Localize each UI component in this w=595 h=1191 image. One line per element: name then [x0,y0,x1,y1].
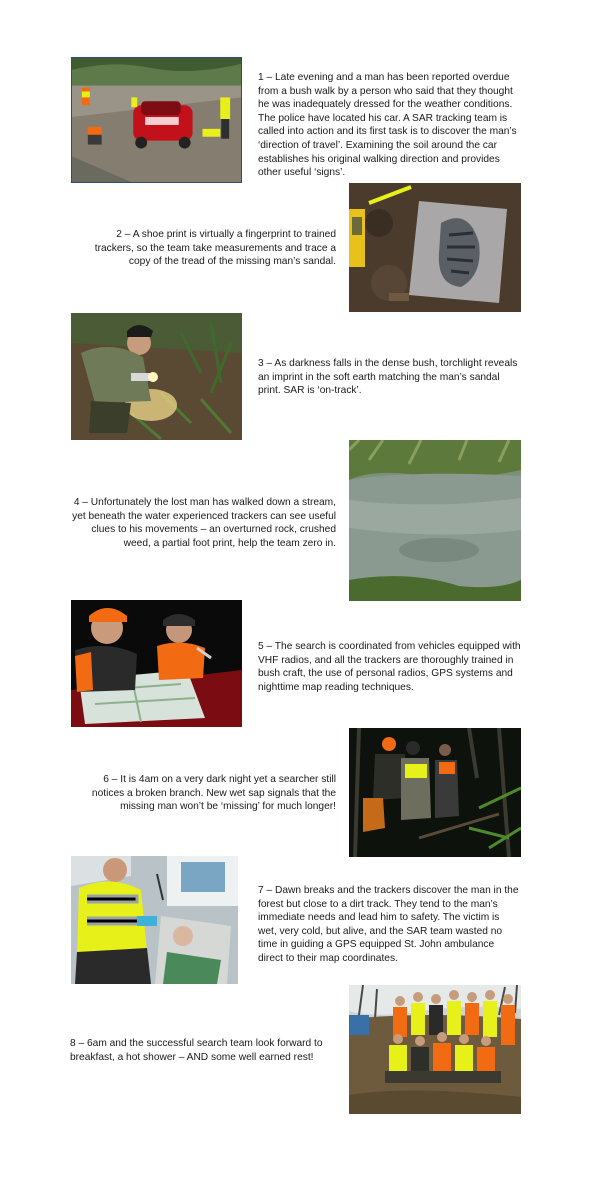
caption-step-2: 2 – A shoe print is virtually a fingerprint to trained trackers, so the team take measurements and trace a copy of the tread of the missing man’s sandal. [94,229,336,268]
photo-step-3 [71,313,242,440]
photo-step-6 [349,728,521,857]
caption-step-7: 7 – Dawn breaks and the trackers discover the man in the forest but close to a dirt track. They tend to the man’s immediate needs and lead him to safety. The victim is wet, very cold, but alive, and the SAR team wasted no time in guiding a GPS equipped St. John ambulance direct to their map coordinates. [258,885,519,964]
photo-step-1 [71,57,242,183]
caption-step-4: 4 – Unfortunately the lost man has walked down a stream, yet beneath the water experienced trackers can see useful clues to his movements – an overturned rock, crushed weed, a partial foot print, help the team zero in. [72,497,336,549]
caption-step-8: 8 – 6am and the successful search team look forward to breakfast, a hot shower – AND some well earned rest! [70,1038,323,1063]
caption-step-6: 6 – It is 4am on a very dark night yet a searcher still notices a broken branch. New wet sap signals that the missing man won’t be ‘missing’ for much longer! [91,774,336,813]
caption-step-3: 3 – As darkness falls in the dense bush, torchlight reveals an imprint in the soft earth matching the man’s sandal print. SAR is ‘on-track’. [258,358,518,397]
photo-step-4 [349,440,521,601]
photo-step-8 [349,985,521,1114]
photo-step-2 [349,183,521,312]
photo-step-5 [71,600,242,727]
caption-step-1: 1 – Late evening and a man has been reported overdue from a bush walk by a person who said that they thought he was inadequately dressed for the weather conditions. The police have located his car. A SAR tracking team is called into action and its first task is to discover the man’s ‘direction of travel’. Examining the soil around the car establishes his original walking direction and provides other useful ‘signs’. [258,72,517,179]
caption-step-5: 5 – The search is coordinated from vehicles equipped with VHF radios, and all the trackers are thoroughly trained in bush craft, the use of personal radios, GPS systems and nighttime map reading techniques. [258,641,521,693]
photo-step-7 [71,856,238,984]
